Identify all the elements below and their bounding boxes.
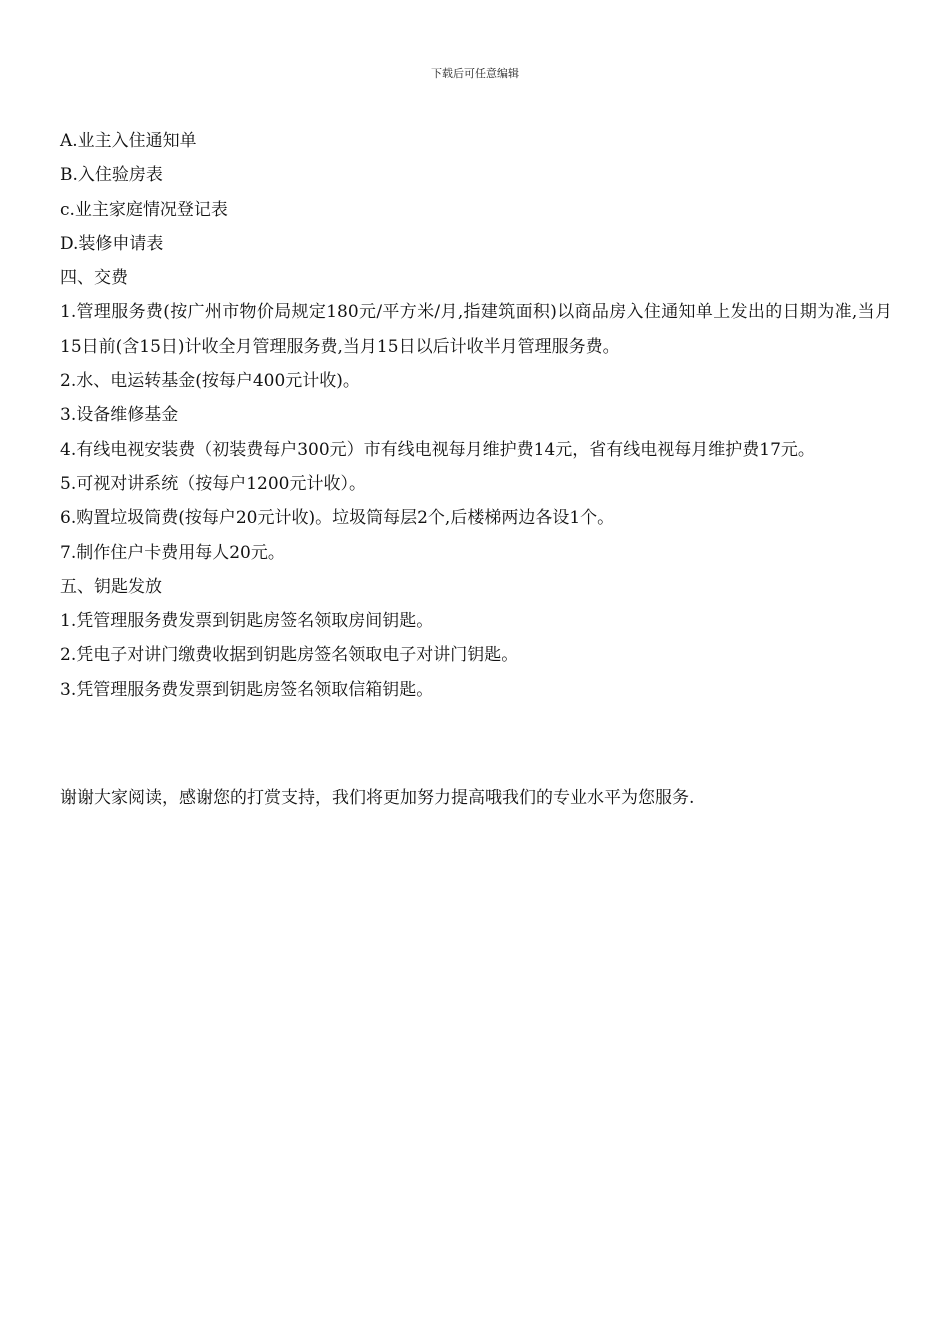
document-body — [60, 124, 892, 707]
section-heading-fees: 四、交费 — [60, 268, 128, 289]
fee-item-4: 4.有线电视安装费（初装费每户300元）市有线电视每月维护费14元，省有线电视每月维护费17元。 — [60, 439, 815, 460]
thanks-note: 谢谢大家阅读，感谢您的打赏支持，我们将更加努力提高哦我们的专业水平为您服务. — [60, 788, 695, 808]
list-item-a: A.业主入住通知单 — [60, 131, 197, 151]
key-item-2: 2.凭电子对讲门缴费收据到钥匙房签名领取电子对讲门钥匙。 — [60, 645, 519, 666]
fee-item-7: 7.制作住户卡费用每人20元。 — [60, 542, 285, 563]
section-heading-keys: 五、钥匙发放 — [60, 576, 162, 597]
fee-item-6: 6.购置垃圾筒费(按每户20元计收)。垃圾筒每层2个,后楼梯两边各设1个。 — [60, 508, 615, 529]
fee-item-1: 1.管理服务费(按广州市物价局规定180元/平方米/月,指建筑面积)以商品房入住通知单上发出的日期为准,当月15日前(含15日)计收全月管理服务费,当月15日以后计收半月管理服务费。 — [60, 302, 892, 357]
fee-item-5: 5.可视对讲系统（按每户1200元计收）。 — [60, 473, 366, 494]
list-item-d: D.装修申请表 — [60, 233, 164, 254]
fee-item-3: 3.设备维修基金 — [60, 405, 179, 426]
key-item-3: 3.凭管理服务费发票到钥匙房签名领取信箱钥匙。 — [60, 679, 434, 700]
key-item-1: 1.凭管理服务费发票到钥匙房签名领取房间钥匙。 — [60, 611, 434, 632]
list-item-b: B.入住验房表 — [60, 165, 163, 186]
fee-item-2: 2.水、电运转基金(按每户400元计收)。 — [60, 371, 360, 392]
page-header-note: 下载后可任意编辑 — [431, 67, 519, 80]
list-item-c: c.业主家庭情况登记表 — [60, 199, 228, 220]
